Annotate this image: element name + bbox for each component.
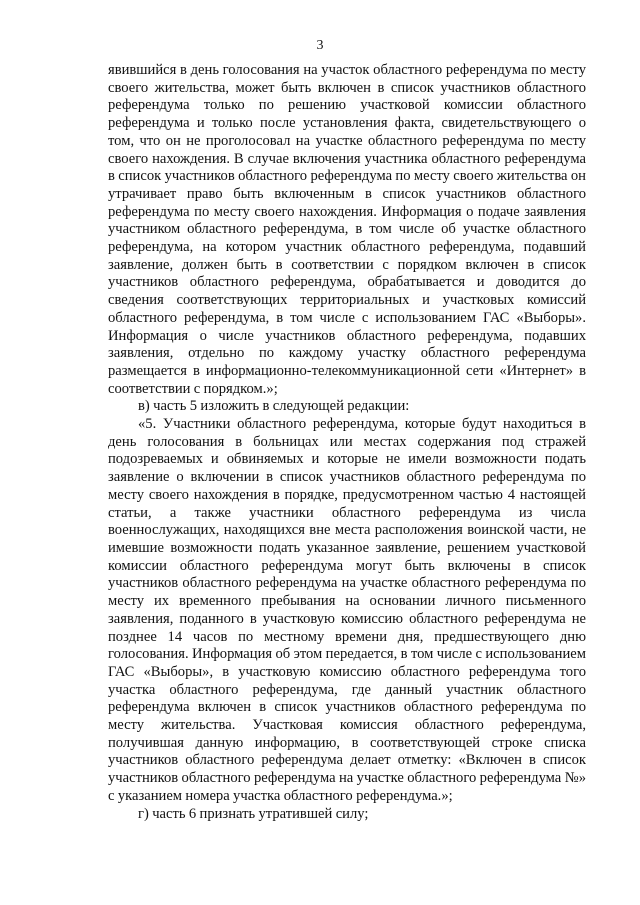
paragraph-part-5-text: «5. Участники областного референдума, которые будут находиться в день голосования в больницах или местах содержания под стражей подозреваемых и обвиняемых и которые не имели возможности подать заявление о включении в список участников областного референдума по месту своего нахождения в порядке, предусмотренном частью 4 настоящей статьи, а также участники областного референдума из числа военнослужащих, находящихся вне места расположения воинской части, не имевшие возможности подать указанное заявление, решением участковой комиссии областного референдума могут быть включены в список участников областного референдума на участке областного референдума по месту их временного пребывания на основании личного письменного заявления, поданного в участковую комиссию областного референдума не позднее 14 часов по местному времени дня, предшествующего дню голосования. Информация об этом передается, в том числе с использованием ГАС «Выборы», в участковую комиссию областного референдума того участка областного референдума, где данный участник областного референдума включен в список участников областного референдума по месту жительства. Участковая комиссия областного референдума, получившая данную информацию, в соответствующей строке списка участников областного референдума делает отметку: «Включен в список участников областного референдума на участке областного референдума №» с указанием номера участка областного референдума.»; <box>108 416 586 804</box>
paragraph-amendment-part-6: г) часть 6 признать утратившей силу; <box>138 805 369 822</box>
paragraph-continuation: явившийся в день голосования на участок областного референдума по месту своего жительства, может быть включен в список участников областного референдума только по решению участковой комиссии областного референдума и только после установления факта, свидетельствующего о том, что он не проголосовал на участке областного референдума по месту своего нахождения. В случае включения участника областного референдума в список участников областного референдума по месту своего жительства он утрачивает право быть включенным в список участников областного референдума по месту своего нахождения. Информация о подаче заявления участником областного референдума, в том числе об участке областного референдума, на котором участник областного референдума, подавший заявление, должен быть в соответствии с порядком включен в список участников областного референдума, обрабатывается и доводится до сведения соответствующих территориальных и участковых комиссий областного референдума, в том числе с использованием ГАС «Выборы». Информация о числе участников областного референдума, подавших заявления, отдельно по каждому участку областного референдума размещается в информационно-телекоммуникационной сети «Интернет» в соответствии с порядком.»; <box>108 62 586 397</box>
document-body <box>108 62 586 823</box>
page-number: 3 <box>316 38 324 53</box>
paragraph-amendment-part-5: в) часть 5 изложить в следующей редакции: <box>138 398 410 415</box>
